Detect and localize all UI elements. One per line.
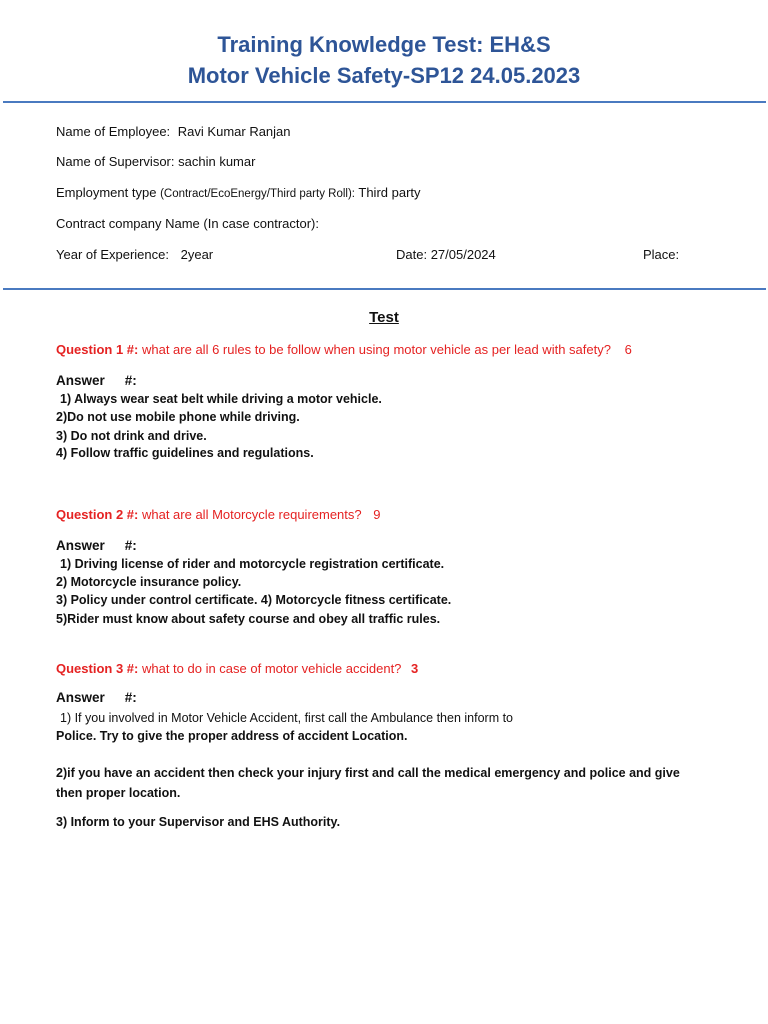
supervisor-field <box>56 154 255 169</box>
experience-label: Year of Experience: <box>56 247 169 262</box>
supervisor-label: Name of Supervisor: <box>56 154 175 169</box>
employment-type-options: (Contract/EcoEnergy/Third party Roll): <box>160 188 355 200</box>
answer-1-line-4: 4) Follow traffic guidelines and regulations. <box>56 446 314 460</box>
question-1-text: what are all 6 rules to be follow when using motor vehicle as per lead with safety? <box>141 342 611 357</box>
answer-3-word: Answer <box>56 690 105 705</box>
answer-2-line-1: 1) Driving license of rider and motorcycle registration certificate. <box>60 557 445 571</box>
question-2-text: what are all Motorcycle requirements? <box>141 507 362 522</box>
date-label: Date: <box>396 247 428 262</box>
contract-company-label: Contract company Name (In case contractor): <box>56 216 319 231</box>
question-3 <box>56 661 418 676</box>
experience-value: 2year <box>180 247 214 262</box>
question-2 <box>56 507 381 522</box>
document-title-line-1: Training Knowledge Test: EH&S <box>217 32 551 57</box>
question-2-label: Question 2 #: <box>56 507 139 522</box>
answer-1-line-2: 2)Do not use mobile phone while driving. <box>56 410 300 424</box>
answer-3-line-2: Police. Try to give the proper address of accident Location. <box>56 729 408 743</box>
document-title-line-2: Motor Vehicle Safety-SP12 24.05.2023 <box>187 63 581 88</box>
test-heading: Test <box>369 309 399 326</box>
answer-3-line-4: then proper location. <box>56 786 181 800</box>
employee-value: Ravi Kumar Ranjan <box>177 124 291 139</box>
answer-3-hash: #: <box>124 690 137 705</box>
question-3-label: Question 3 #: <box>56 661 139 676</box>
question-3-text: what to do in case of motor vehicle accident? <box>141 661 402 676</box>
answer-2-word: Answer <box>56 538 105 553</box>
place-label: Place: <box>643 247 680 262</box>
employment-type-value: Third party <box>358 185 421 200</box>
answer-1-hash: #: <box>124 373 137 388</box>
answer-1-word: Answer <box>56 373 105 388</box>
answer-2-line-4: 5)Rider must know about safety course and obey all traffic rules. <box>56 612 441 626</box>
answer-3-line-5: 3) Inform to your Supervisor and EHS Authority. <box>56 815 341 829</box>
answer-1-line-3: 3) Do not drink and drive. <box>56 429 207 443</box>
date-value: 27/05/2024 <box>430 247 496 262</box>
answer-3-line-1: 1) If you involved in Motor Vehicle Accident, first call the Ambulance then inform to <box>60 711 514 725</box>
employee-label: Name of Employee: <box>56 124 171 139</box>
supervisor-value: sachin kumar <box>178 154 256 169</box>
answer-1-label <box>56 373 137 388</box>
answer-2-line-3: 3) Policy under control certificate. 4) Motorcycle fitness certificate. <box>56 593 452 607</box>
answer-3-line-3: 2)if you have an accident then check your injury first and call the medical emergency and police and give <box>56 766 680 780</box>
question-2-marks: 9 <box>373 507 381 522</box>
answer-2-hash: #: <box>124 538 137 553</box>
contract-company-field <box>56 216 319 231</box>
question-1-label: Question 1 #: <box>56 342 139 357</box>
place-field <box>643 247 679 262</box>
answer-2-line-2: 2) Motorcycle insurance policy. <box>56 575 242 589</box>
employment-type-field <box>56 185 421 200</box>
employment-type-label: Employment type <box>56 185 157 200</box>
header-divider <box>3 101 766 103</box>
question-3-marks: 3 <box>411 661 419 676</box>
question-1 <box>56 342 632 357</box>
fields-divider <box>3 288 766 290</box>
question-1-marks: 6 <box>624 342 632 357</box>
answer-2-label <box>56 538 137 553</box>
date-field <box>396 247 496 262</box>
answer-1-line-1: 1) Always wear seat belt while driving a motor vehicle. <box>60 392 382 406</box>
employee-field <box>56 124 291 139</box>
answer-3-label <box>56 690 137 705</box>
experience-field <box>56 247 213 262</box>
